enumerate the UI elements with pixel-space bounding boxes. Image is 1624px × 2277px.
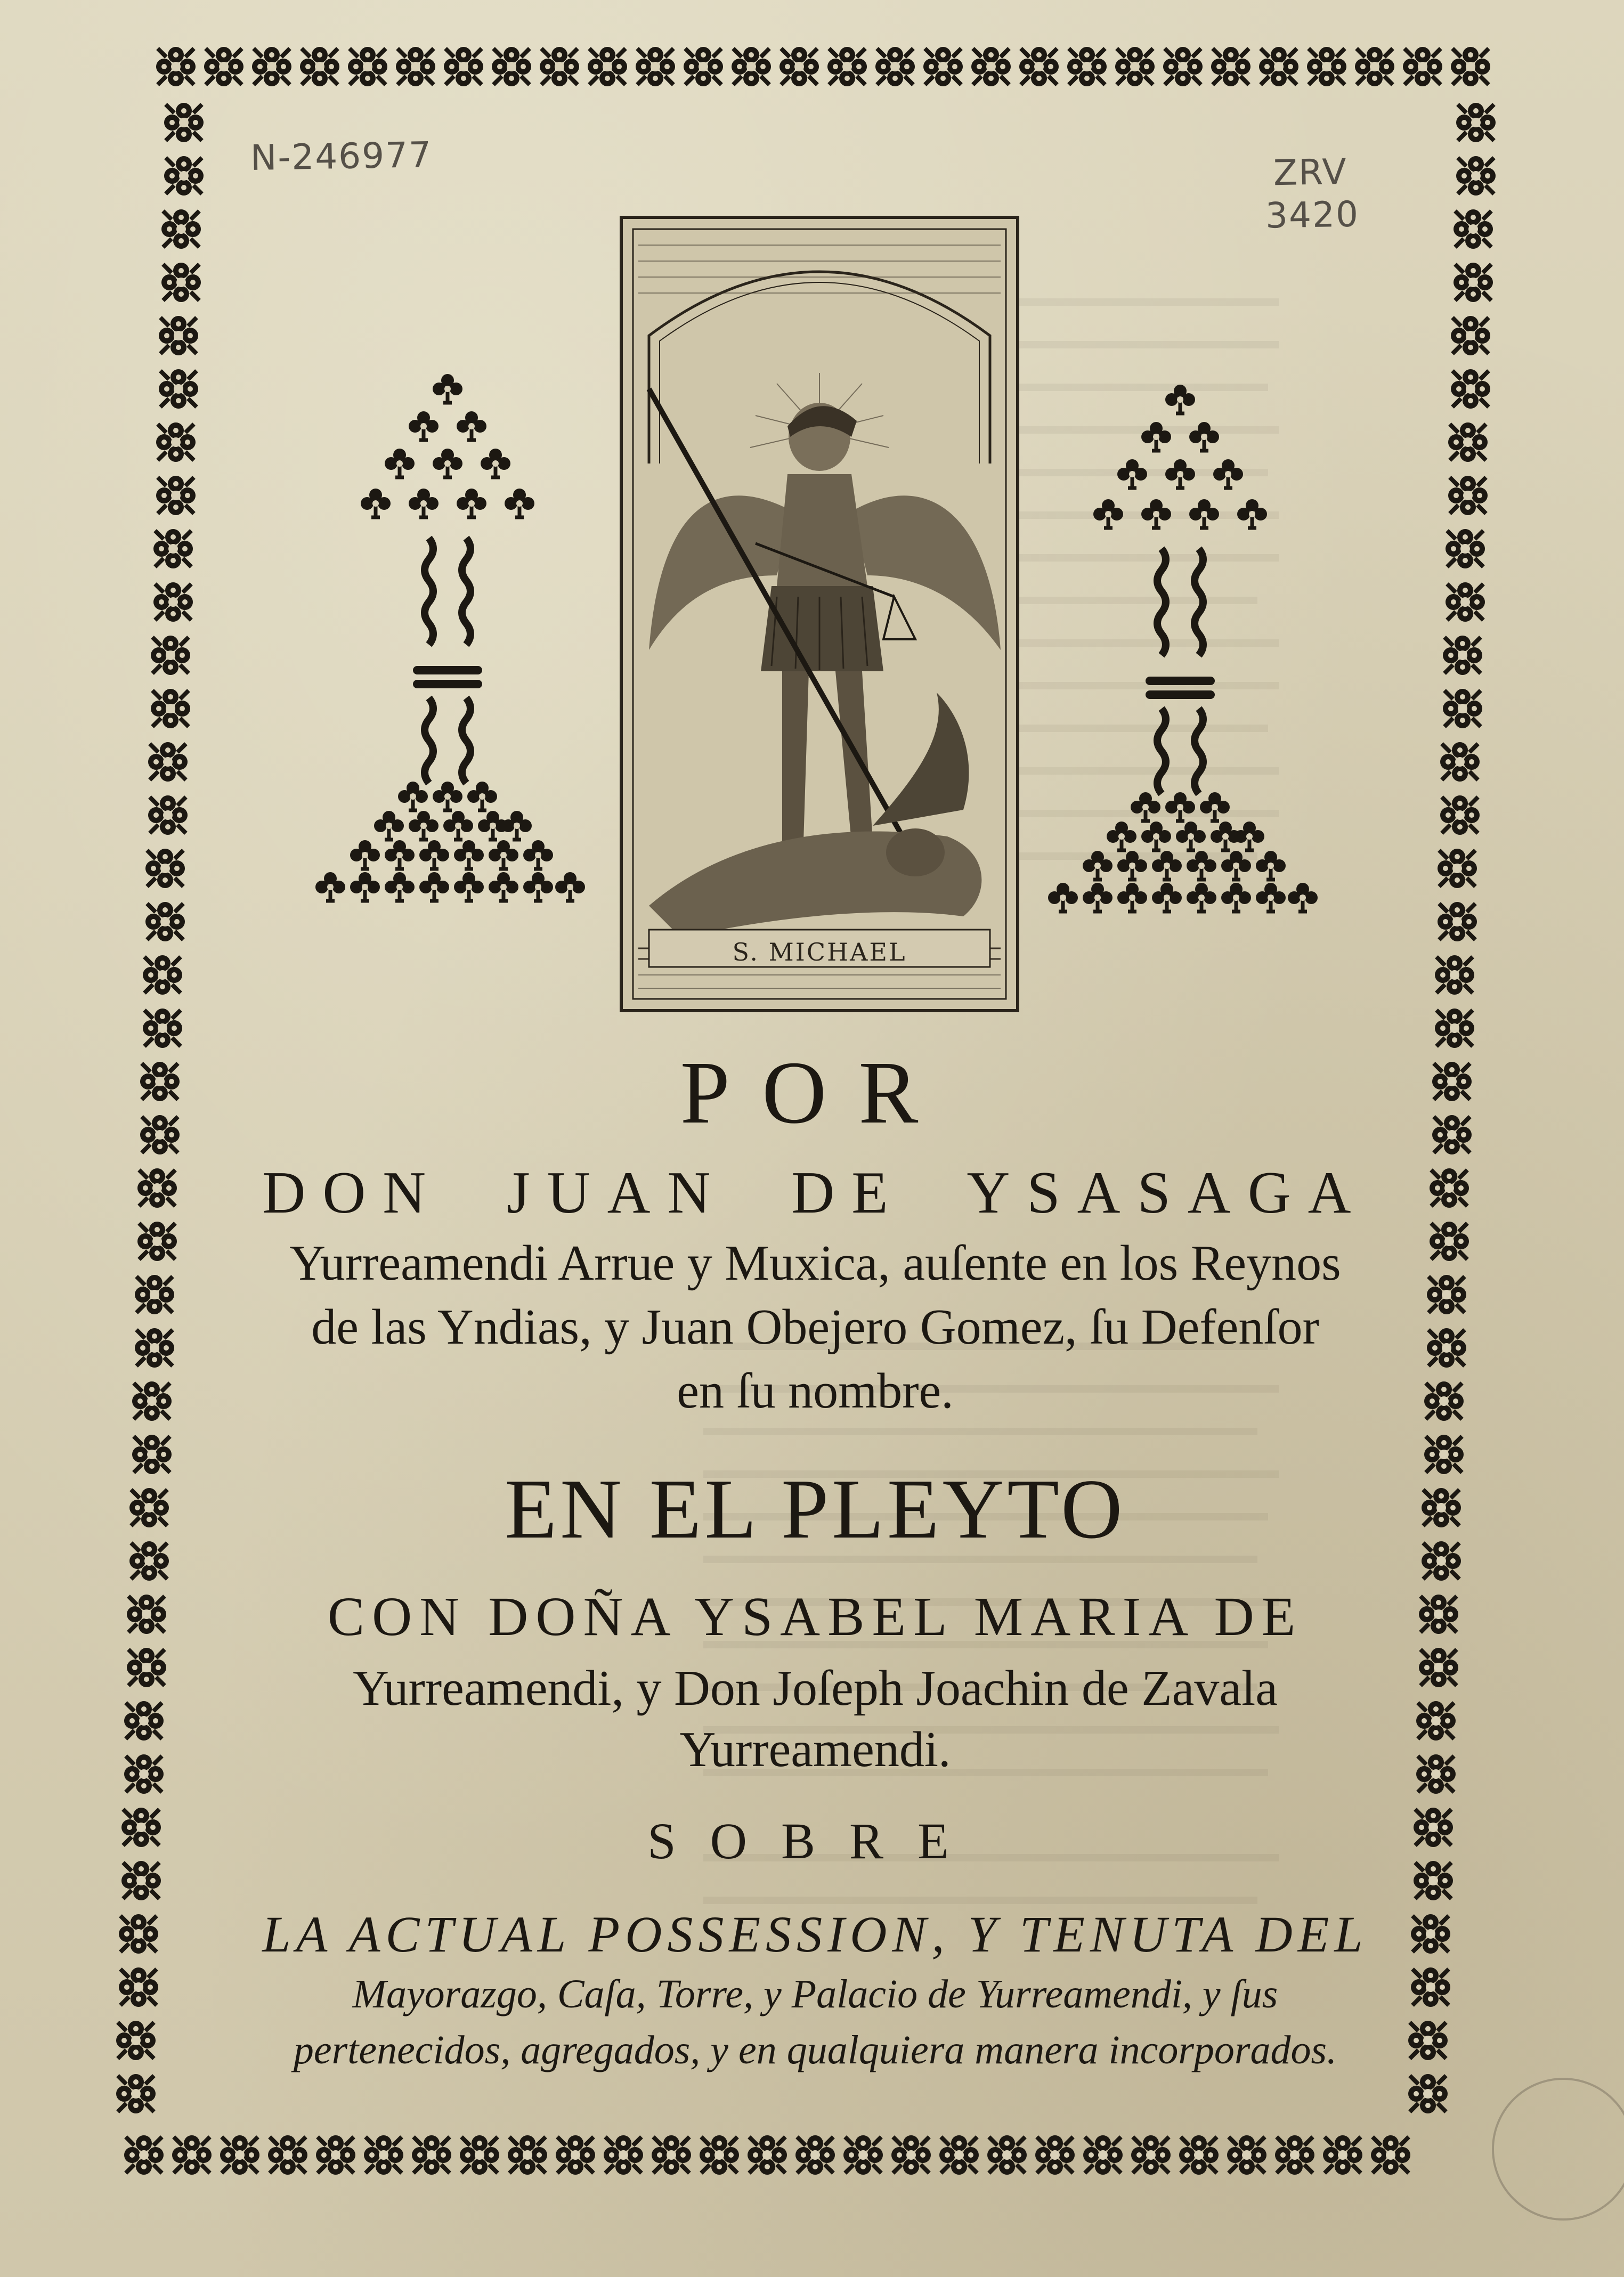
right-fleuron-pyramid (1036, 373, 1324, 948)
opponent-line-1: Yurreamendi, y Don Joſeph Joachin de Zavala (353, 1661, 1278, 1716)
saint-michael-engraving (617, 213, 1022, 1015)
por-heading: POR (680, 1043, 951, 1142)
left-fleuron-pyramid (304, 362, 591, 938)
engraving-caption: S. MICHAEL (732, 938, 907, 966)
archive-number: 3420 (1265, 193, 1360, 237)
petitioner-line-1: Yurreamendi Arrue y Muxica, auſente en los Reynos (289, 1235, 1341, 1291)
subject-caps-line: LA ACTUAL POSSESSION, Y TENUTA DEL (262, 1906, 1368, 1963)
archive-shelfmark: N-246977 (250, 134, 433, 178)
opponent-name-caps: CON DOÑA YSABEL MARIA DE (327, 1586, 1303, 1647)
sobre-heading: SOBRE (647, 1812, 983, 1869)
petitioner-line-3: en ſu nombre. (677, 1363, 954, 1419)
archive-code: ZRV (1273, 151, 1348, 194)
opponent-line-2: Yurreamendi. (679, 1722, 951, 1777)
subject-line-1: Mayorazgo, Caſa, Torre, y Palacio de Yurreamendi, y ſus (352, 1972, 1278, 2016)
petitioner-name-caps: DON JUAN DE YSASAGA (262, 1160, 1368, 1226)
subject-line-2: pertenecidos, agregados, y en qualquiera manera incorporados. (293, 2028, 1337, 2072)
suit-heading: EN EL PLEYTO (505, 1461, 1126, 1556)
petitioner-line-2: de las Yndias, y Juan Obejero Gomez, ſu Defenſor (311, 1299, 1319, 1355)
